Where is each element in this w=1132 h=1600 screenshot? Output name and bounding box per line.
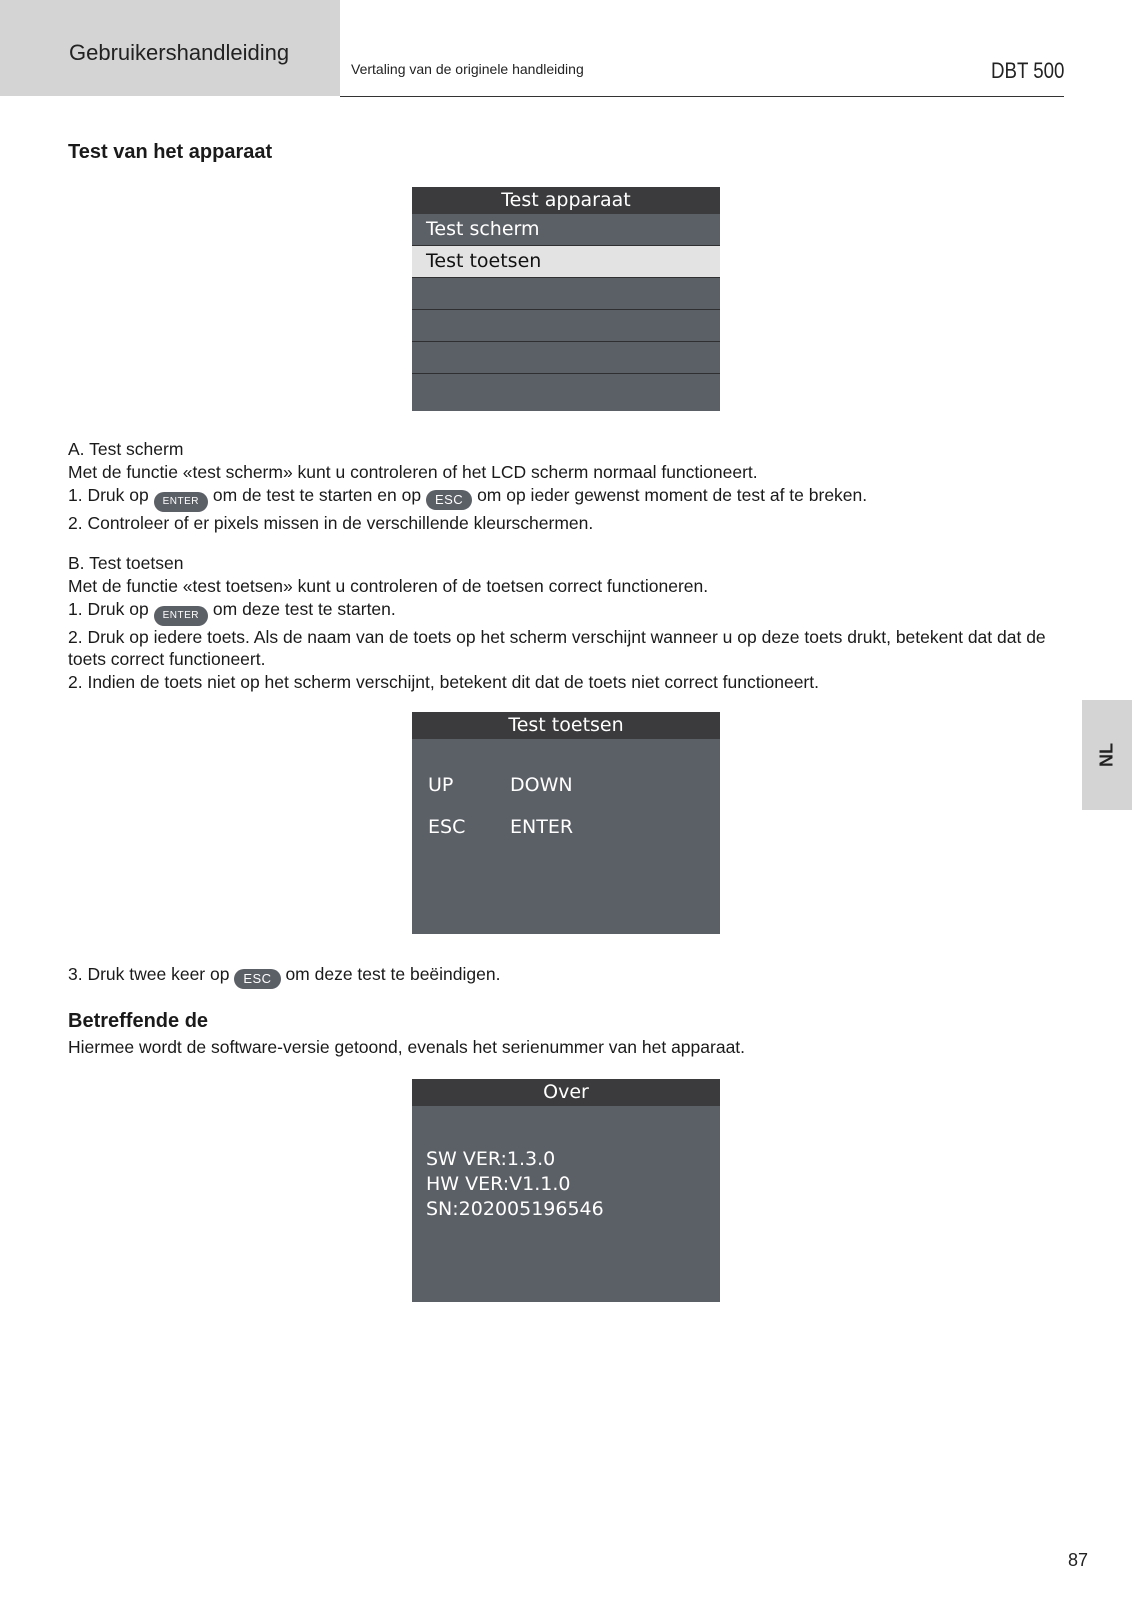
key-label-esc: ESC (428, 816, 466, 838)
part-b-intro: Met de functie «test toetsen» kunt u controleren of de toetsen correct functioneren. (68, 575, 709, 596)
menu-item-empty (412, 278, 720, 310)
part-a-intro: Met de functie «test scherm» kunt u controleren of het LCD scherm normaal functioneert. (68, 461, 758, 482)
screen-about (412, 1079, 720, 1302)
part-a-step2: 2. Controleer of er pixels missen in de verschillende kleurschermen. (68, 512, 594, 533)
part-b-step3-text: om deze test te beëindigen. (285, 964, 501, 984)
language-tab (1082, 700, 1132, 810)
section-title-about: Betreffende de (68, 1010, 209, 1032)
screen-test-device (412, 187, 720, 411)
version-info (426, 1147, 604, 1222)
esc-key-icon: ESC (234, 969, 280, 989)
esc-key-icon: ESC (426, 490, 472, 510)
screen-title: Test toetsen (412, 712, 720, 739)
manual-title: Gebruikershandleiding (69, 40, 290, 65)
header-title-box (0, 0, 340, 96)
part-b-heading: B. Test toetsen (68, 553, 184, 573)
part-b-step2: 2. Druk op iedere toets. Als de naam van de toets op het scherm verschijnt wanneer u op deze toets drukt, betekent dat dat de toets correct functioneert. (68, 626, 1046, 670)
part-a-step1-text: om op ieder gewenst moment de test af te breken. (477, 484, 868, 505)
part-b-step3 (68, 963, 1058, 989)
part-b-step1 (68, 598, 1058, 626)
part-a-step1-text: om de test te starten en op (212, 484, 422, 505)
section-title-test: Test van het apparaat (68, 141, 273, 163)
part-a-heading: A. Test scherm (68, 439, 184, 459)
hardware-version: HW VER:V1.1.0 (426, 1173, 571, 1195)
header-subtitle: Vertaling van de originele handleiding (351, 61, 584, 77)
model-name: DBT 500 (990, 58, 1064, 83)
page-number: 87 (1067, 1550, 1088, 1570)
serial-number: SN:202005196546 (426, 1198, 604, 1220)
part-a-step1 (68, 484, 1058, 512)
part-b-step3-text: 3. Druk twee keer op (68, 964, 230, 984)
part-b-step2b: 2. Indien de toets niet op het scherm verschijnt, betekent dit dat de toets niet correct functioneert. (68, 672, 819, 693)
screen-test-keys (412, 712, 720, 934)
screen-title: Test apparaat (412, 187, 720, 214)
screen-title: Over (412, 1079, 720, 1106)
key-label-up: UP (428, 774, 454, 796)
language-label: NL (1096, 743, 1117, 767)
menu-item-empty (412, 310, 720, 342)
enter-key-icon: ENTER (154, 492, 208, 512)
menu-item-test-screen: Test scherm (412, 214, 720, 246)
key-label-down: DOWN (510, 774, 573, 796)
header-divider (340, 96, 1064, 97)
about-text: Hiermee wordt de software-versie getoond, evenals het serienummer van het apparaat. (68, 1037, 746, 1057)
part-a-step1-text: 1. Druk op (68, 484, 149, 505)
software-version: SW VER:1.3.0 (426, 1148, 556, 1170)
part-b-block (68, 552, 1058, 694)
part-b-step1-text: om deze test te starten. (212, 598, 396, 619)
menu-item-test-keys: Test toetsen (412, 246, 720, 278)
menu-item-empty (412, 374, 720, 405)
key-label-enter: ENTER (510, 816, 574, 838)
part-a-block (68, 438, 1058, 534)
part-b-step1-text: 1. Druk op (68, 598, 149, 619)
enter-key-icon: ENTER (154, 606, 208, 626)
menu-item-empty (412, 342, 720, 374)
